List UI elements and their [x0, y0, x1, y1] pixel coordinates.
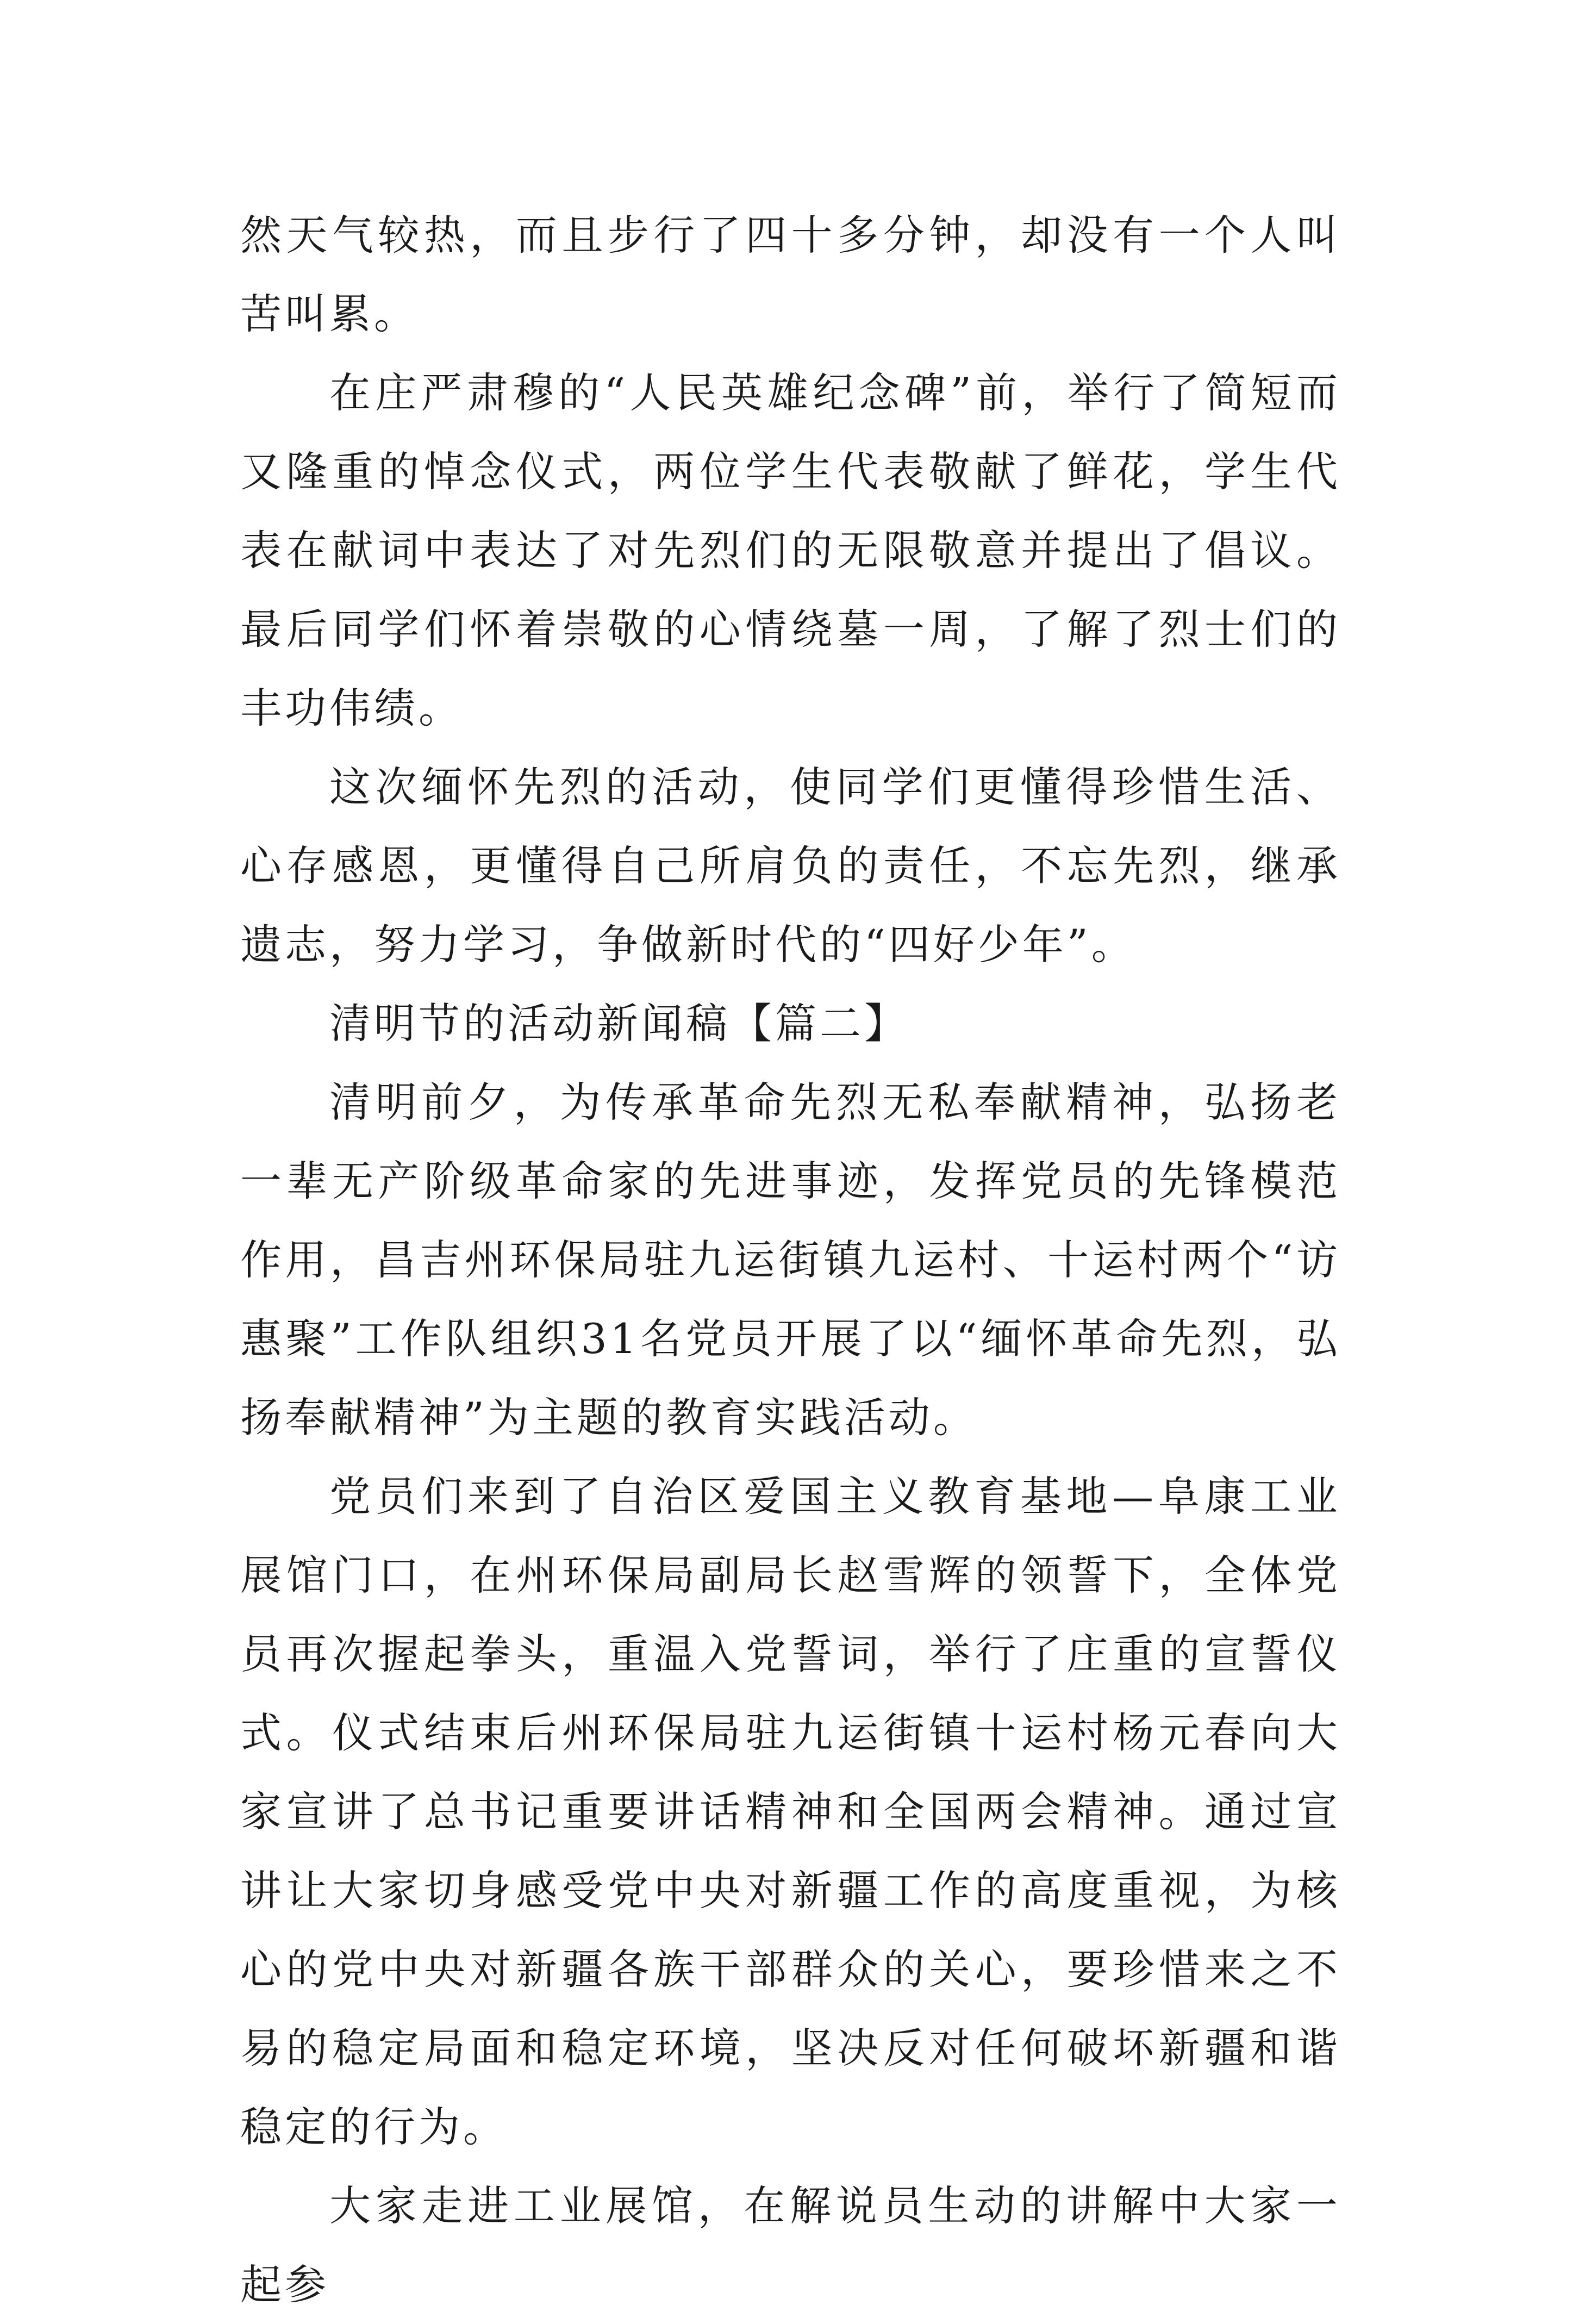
paragraph-continuation: 然天气较热，而且步行了四十多分钟，却没有一个人叫苦叫累。: [240, 211, 1341, 338]
paragraph-memorial-ceremony: 在庄严肃穆的“人民英雄纪念碑”前，举行了简短而又隆重的悼念仪式，两位学生代表敬献了鲜花，学生代表在献词中表达了对先烈们的无限敬意并提出了倡议。最后同学们怀着崇敬的心情绕墓一周，了解了烈士们的丰功伟绩。: [240, 369, 1341, 732]
paragraph-oath-ceremony: 党员们来到了自治区爱国主义教育基地—阜康工业展馆门口，在州环保局副局长赵雪辉的领誓下，全体党员再次握起拳头，重温入党誓词，举行了庄重的宣誓仪式。仪式结束后州环保局驻九运街镇十运村杨元春向大家宣讲了总书记重要讲话精神和全国两会精神。通过宣讲让大家切身感受党中央对新疆工作的高度重视，为核心的党中央对新疆各族干部群众的关心，要珍惜来之不易的稳定局面和稳定环境，坚决反对任何破坏新疆和谐稳定的行为。: [240, 1472, 1341, 2151]
paragraph-activity-summary: 这次缅怀先烈的活动，使同学们更懂得珍惜生活、心存感恩，更懂得自己所肩负的责任，不忘先烈，继承遗志，努力学习，争做新时代的“四好少年”。: [240, 763, 1341, 969]
paragraph-qingming-intro: 清明前夕，为传承革命先烈无私奉献精神，弘扬老一辈无产阶级革命家的先进事迹，发挥党员的先锋模范作用，昌吉州环保局驻九运街镇九运村、十运村两个“访惠聚”工作队组织31名党员开展了以“缅怀革命先烈，弘扬奉献精神”为主题的教育实践活动。: [240, 1078, 1341, 1442]
document-page: [240, 196, 1341, 2324]
paragraph-exhibition-visit: 大家走进工业展馆，在解说员生动的讲解中大家一起参: [240, 2182, 1341, 2309]
section-heading: 清明节的活动新闻稿【篇二】: [329, 999, 909, 1048]
